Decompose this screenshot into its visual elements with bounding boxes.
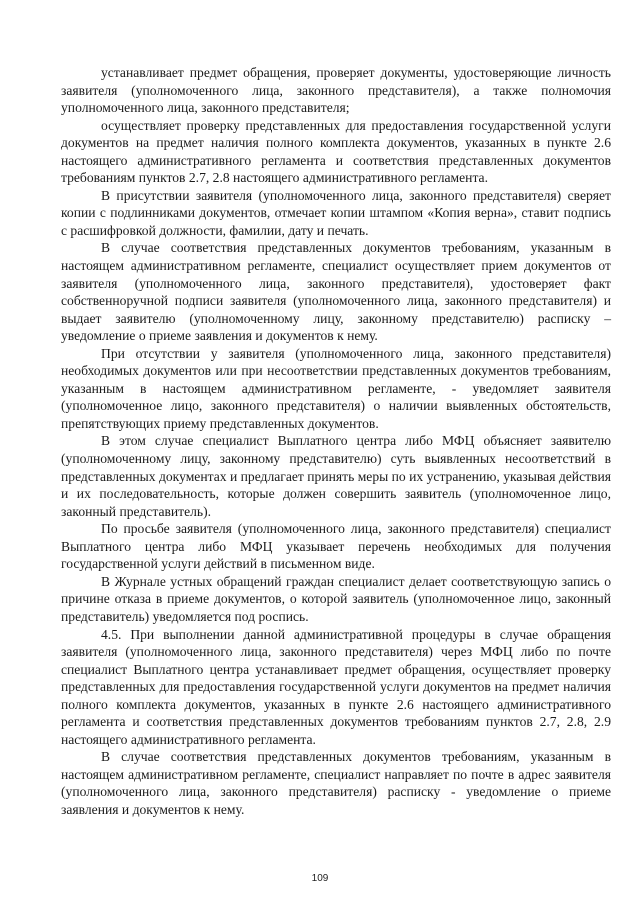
paragraph: устанавливает предмет обращения, проверяет документы, удостоверяющие личность заявителя (уполномоченного лица, законного представителя), а также полномочия уполномоченного лица, законного представителя; — [61, 65, 611, 116]
document-body — [61, 64, 611, 819]
paragraph: По просьбе заявителя (уполномоченного лица, законного представителя) специалист Выплатного центра либо МФЦ указывает перечень необходимых для получения государственной услуги действий в письменном виде. — [61, 521, 611, 572]
page-number: 109 — [311, 873, 329, 884]
paragraph: 4.5. При выполнении данной административной процедуры в случае обращения заявителя (уполномоченного лица, законного представителя) через МФЦ либо по почте специалист Выплатного центра устанавливает предмет обращения, осуществляет проверку представленных для предоставления государственной услуги документов на предмет наличия полного комплекта документов, указанных в пункте 2.6 настоящего административного регламента и соответствия представленных документов требованиям пунктов 2.7, 2.8, 2.9 настоящего административного регламента. — [61, 626, 611, 747]
paragraph: В случае соответствия представленных документов требованиям, указанным в настоящем административном регламенте, специалист направляет по почте в адрес заявителя (уполномоченного лица, законного представителя) расписку - уведомление о приеме заявления и документов к нему. — [61, 749, 611, 817]
paragraph: При отсутствии у заявителя (уполномоченного лица, законного представителя) необходимых документов или при несоответствии представленных документов требованиям, указанным в настоящем административном регламенте, - уведомляет заявителя (уполномоченное лицо, законного представителя) о наличии выявленных обстоятельств, препятствующих приему представленных документов. — [61, 345, 611, 431]
paragraph: В присутствии заявителя (уполномоченного лица, законного представителя) сверяет копии с подлинниками документов, отмечает копии штампом «Копия верна», ставит подпись с расшифровкой должности, фамилии, дату и печать. — [61, 187, 611, 238]
paragraph: В этом случае специалист Выплатного центра либо МФЦ объясняет заявителю (уполномоченному лицу, законному представителю) суть выявленных несоответствий в представленных документах и предлагает принять меры по их устранению, указывая действия и их последовательность, которые должен совершить заявитель (уполномоченное лицо, законный представитель). — [61, 433, 611, 519]
paragraph: В случае соответствия представленных документов требованиям, указанным в настоящем административном регламенте, специалист осуществляет прием документов от заявителя (уполномоченного лица, законного представителя), удостоверяет факт собственноручной подписи заявителя (уполномоченного лица, законного представителя) и выдает заявителю (уполномоченному лицу, законному представителю) расписку – уведомление о приеме заявления и документов к нему. — [61, 240, 611, 344]
paragraph: В Журнале устных обращений граждан специалист делает соответствующую запись о причине отказа в приеме документов, о которой заявитель (уполномоченное лицо, законный представитель) уведомляется под роспись. — [61, 573, 611, 624]
paragraph: осуществляет проверку представленных для предоставления государственной услуги документов на предмет наличия полного комплекта документов, указанных в пункте 2.6 настоящего административного регламента и соответствия представленных документов требованиям пунктов 2.7, 2.8 настоящего административного регламента. — [61, 117, 611, 186]
